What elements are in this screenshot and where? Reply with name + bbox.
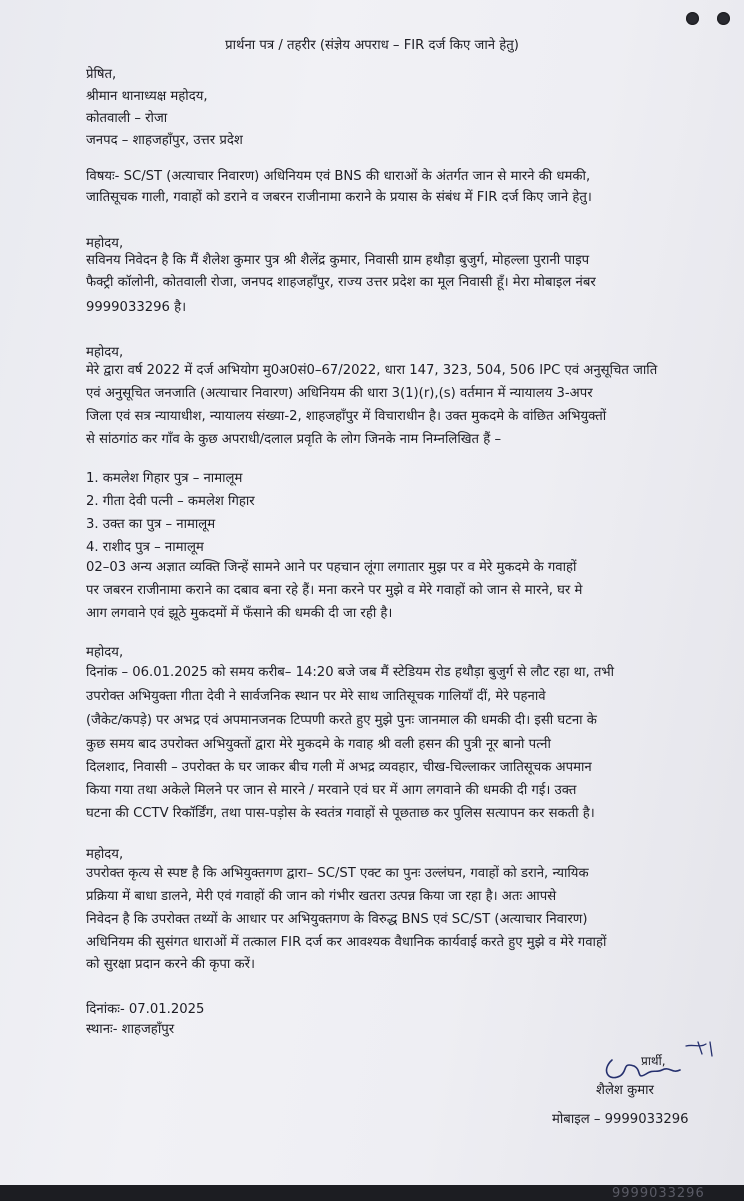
paragraph-line: घटना की CCTV रिकॉर्डिंग, तथा पास-पड़ोस के स्वतंत्र गवाहों से पूछताछ कर पुलिस सत्यापन कर सकती है। (86, 806, 595, 821)
paragraph-line: 9999033296 है। (86, 300, 187, 315)
subject-line: विषयः- SC/ST (अत्याचार निवारण) अधिनियम एवं BNS की धाराओं के अंतर्गत जान से मारने की धमकी, (86, 169, 591, 184)
paragraph-line: किया गया तथा अकेले मिलने पर जान से मारने / मरवाने एवं घर में आग लगवाने की धमकी दी गई। उक्त (86, 783, 577, 798)
salutation: महोदय, (86, 847, 124, 862)
paragraph-line: उपरोक्त अभियुक्ता गीता देवी ने सार्वजनिक स्थान पर मेरे साथ जातिसूचक गालियाँ दीं, मेरे पहनावे (86, 689, 546, 704)
paragraph-line: जिला एवं सत्र न्यायाधीश, न्यायालय संख्या-2, शाहजहाँपुर में विचाराधीन है। उक्त मुकदमे के वांछित अभियुक्तों (86, 409, 607, 424)
recipient-line: श्रीमान थानाध्यक्ष महोदय, (86, 89, 208, 104)
accused-list-item: 3. उक्त का पुत्र – नामालूम (86, 517, 216, 532)
paragraph-line: 02–03 अन्य अज्ञात व्यक्ति जिन्हें सामने आने पर पहचान लूंगा लगातार मुझ पर व मेरे मुकदमे के गवाहों (86, 560, 577, 575)
paragraph-line: से सांठगांठ कर गाँव के कुछ अपराधी/दलाल प्रवृति के लोग जिनके नाम निम्नलिखित हैं – (86, 432, 502, 447)
applicant-mobile: मोबाइल – 9999033296 (552, 1112, 689, 1127)
paragraph-line: दिनांक – 06.01.2025 को समय करीब– 14:20 बजे जब मैं स्टेडियम रोड हथौड़ा बुजुर्ग से लौट रहा था, तभी (86, 665, 615, 680)
paragraph-line: सविनय निवेदन है कि मैं शैलेश कुमार पुत्र श्री शैलेंद्र कुमार, निवासी ग्राम हथौड़ा बुजुर्ग, मोहल्ला पुरानी पाइप (86, 253, 590, 268)
recipient-line: कोतवाली – रोजा (86, 111, 168, 126)
paragraph-line: फैक्ट्री कॉलोनी, कोतवाली रोजा, जनपद शाहजहाँपुर, राज्य उत्तर प्रदेश का मूल निवासी हूँ। मेरा मोबाइल नंबर (86, 275, 596, 290)
paragraph-line: (जैकेट/कपड़े) पर अभद्र एवं अपमानजनक टिप्पणी करते हुए मुझे पुनः जानमाल की धमकी दी। इसी घटना के (86, 713, 597, 728)
salutation: महोदय, (86, 645, 124, 660)
subject-line: जातिसूचक गाली, गवाहों को डराने व जबरन राजीनामा कराने के प्रयास के संबंध में FIR दर्ज किए जाने हेतु। (86, 190, 592, 205)
letter-date: दिनांकः- 07.01.2025 (86, 1002, 205, 1017)
recipient-preshit: प्रेषित, (86, 67, 117, 82)
paragraph-line: निवेदन है कि उपरोक्त तथ्यों के आधार पर अभियुक्तगण के विरुद्ध BNS एवं SC/ST (अत्याचार निवारण) (86, 912, 588, 927)
accused-list-item: 1. कमलेश गिहार पुत्र – नामालूम (86, 471, 243, 486)
paragraph-line: उपरोक्त कृत्य से स्पष्ट है कि अभियुक्तगण द्वारा– SC/ST एक्ट का पुनः उल्लंघन, गवाहों को डराने, न्यायिक (86, 866, 589, 881)
paragraph-line: अधिनियम की सुसंगत धाराओं में तत्काल FIR दर्ज कर आवश्यक वैधानिक कार्यवाई करते हुए मुझे व मेरे गवाहों (86, 935, 607, 950)
applicant-name: शैलेश कुमार (596, 1083, 654, 1098)
paragraph-line: मेरे द्वारा वर्ष 2022 में दर्ज अभियोग मु0अ0सं0–67/2022, धारा 147, 323, 504, 506 IPC एवं अनुसूचित जाति (86, 363, 658, 378)
paragraph-line: कुछ समय बाद उपरोक्त अभियुक्तों द्वारा मेरे मुकदमे के गवाह श्री वली हसन की पुत्री नूर बानो पत्नी (86, 737, 551, 752)
salutation: महोदय, (86, 236, 124, 251)
paragraph-line: को सुरक्षा प्रदान करने की कृपा करें। (86, 957, 256, 972)
punch-hole (717, 12, 730, 25)
accused-list-item: 4. राशीद पुत्र – नामालूम (86, 540, 204, 555)
recipient-line: जनपद – शाहजहाँपुर, उत्तर प्रदेश (86, 133, 243, 148)
letter-place: स्थानः- शाहजहाँपुर (86, 1022, 175, 1037)
salutation: महोदय, (86, 345, 124, 360)
paragraph-line: आग लगवाने एवं झूठे मुकदमों में फँसाने की धमकी दी जा रही है। (86, 606, 393, 621)
page-title: प्रार्थना पत्र / तहरीर (संज्ञेय अपराध – FIR दर्ज किए जाने हेतु) (225, 38, 519, 53)
prarthi-label: प्रार्थी, (641, 1054, 666, 1068)
paragraph-line: पर जबरन राजीनामा कराने का दबाव बना रहे हैं। मना करने पर मुझे व मेरे गवाहों को जान से मारने, घर मे (86, 583, 583, 598)
paragraph-line: प्रक्रिया में बाधा डालने, मेरी एवं गवाहों की जान को गंभीर खतरा उत्पन्न किया जा रहा है। अतः आपसे (86, 889, 557, 904)
punch-hole (686, 12, 699, 25)
bleed-through-text: 9999033296 (612, 1186, 705, 1201)
paragraph-line: दिलशाद, निवासी – उपरोक्त के घर जाकर बीच गली में अभद्र व्यवहार, चीख-चिल्लाकर जातिसूचक अपमान (86, 760, 592, 775)
paragraph-line: एवं अनुसूचित जनजाति (अत्याचार निवारण) अधिनियम की धारा 3(1)(r),(s) वर्तमान में न्यायालय 3-अपर (86, 386, 593, 401)
accused-list-item: 2. गीता देवी पत्नी – कमलेश गिहार (86, 494, 255, 509)
